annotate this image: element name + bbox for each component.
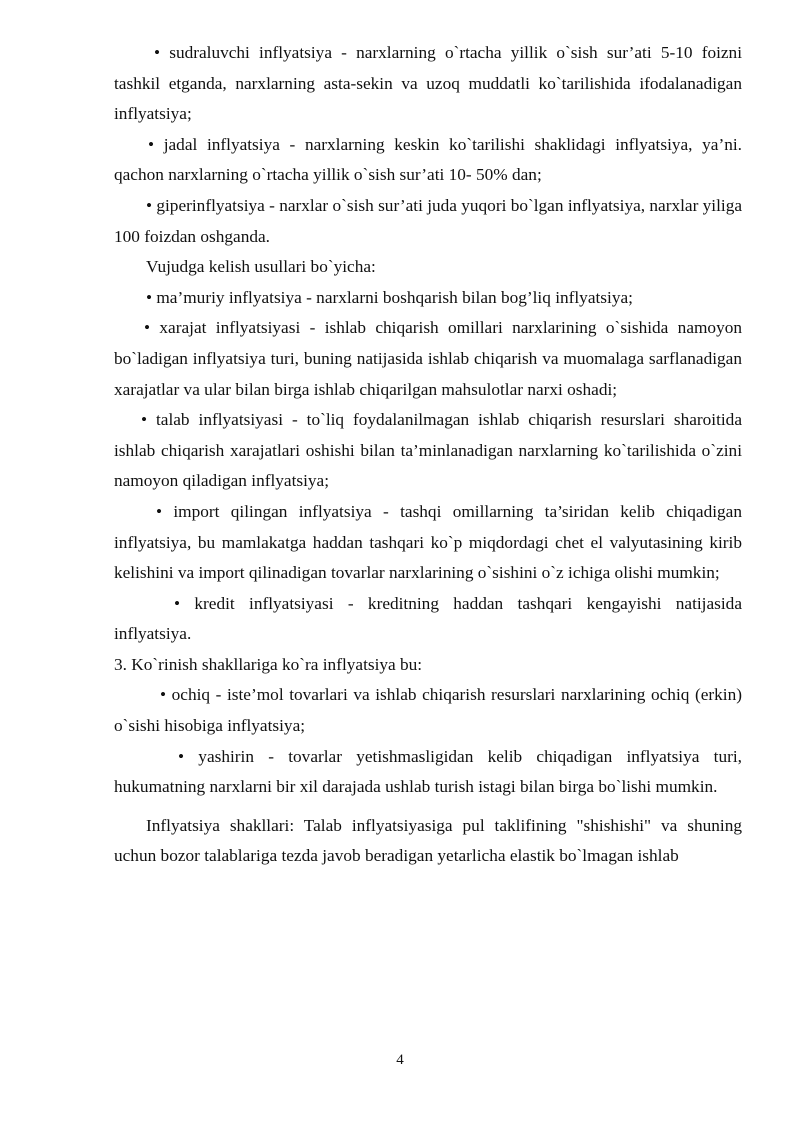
section-heading-forms: 3. Ko`rinish shakllariga ko`ra inflyatsiya bu: — [114, 654, 423, 674]
paragraph-credit-inflation: • kredit inflyatsiyasi - kreditning haddan tashqari kengayishi natijasida inflyatsiya. — [114, 593, 742, 644]
paragraph-inflation-forms: Inflyatsiya shakllari: Talab inflyatsiyasiga pul taklifining "shishishi" va shuning uchun bozor talablariga tezda javob beradigan yetarlicha elastik bo`lmagan ishlab — [114, 815, 742, 866]
paragraph-demand-inflation: • talab inflyatsiyasi - to`liq foydalanilmagan ishlab chiqarish resurslari sharoitida ishlab chiqarish xarajatlari oshishi bilan ta’minlanadigan narxlarning ko`tarilishida o`zini namoyon qiladigan inflyatsiya; — [114, 410, 742, 491]
paragraph-open-inflation: • ochiq - iste’mol tovarlari va ishlab chiqarish resurslari narxlarining ochiq (erkin) o`sishi hisobiga inflyatsiya; — [114, 685, 742, 736]
page-number: 4 — [396, 1052, 404, 1068]
paragraph-galloping-inflation: • jadal inflyatsiya - narxlarning keskin ko`tarilishi shaklidagi inflyatsiya, ya’ni. qachon narxlarning o`rtacha yillik o`sish sur’ati 10- 50% dan; — [114, 134, 742, 185]
paragraph-cost-inflation: • xarajat inflyatsiyasi - ishlab chiqarish omillari narxlarining o`sishida namoyon bo`ladigan inflyatsiya turi, buning natijasida ishlab chiqarish va muomalaga sarflanadigan xarajatlar va ular bilan birga ishlab chiqarilgan mahsulotlar narxi oshadi; — [114, 318, 742, 399]
paragraph-administrative-inflation: • ma’muriy inflyatsiya - narxlarni boshqarish bilan bog’liq inflyatsiya; — [146, 287, 633, 307]
paragraph-imported-inflation: • import qilingan inflyatsiya - tashqi omillarning ta’siridan kelib chiqadigan inflyatsiya, bu mamlakatga haddan tashqari ko`p miqdordagi chet el valyutasining kirib kelishini va import qilinadigan tovarlar narxlarining o`sishini o`z ichiga olishi mumkin; — [114, 501, 742, 583]
paragraph-creeping-inflation: • sudraluvchi inflyatsiya - narxlarning o`rtacha yillik o`sish sur’ati 5-10 foizni tashkil etganda, narxlarning asta-sekin va uzoq muddatli ko`tarilishida ifodalanadigan inflyatsiya; — [114, 43, 742, 124]
paragraph-hyperinflation: • giperinflyatsiya - narxlar o`sish sur’ati juda yuqori bo`lgan inflyatsiya, narxlar yiliga 100 foizdan oshganda. — [114, 195, 743, 246]
paragraph-hidden-inflation: • yashirin - tovarlar yetishmasligidan kelib chiqadigan inflyatsiya turi, hukumatning narxlarni bir xil darajada ushlab turish istagi bilan birga bo`lishi mumkin. — [114, 746, 742, 797]
page-body — [114, 38, 742, 872]
section-heading-origin: Vujudga kelish usullari bo`yicha: — [146, 257, 376, 277]
